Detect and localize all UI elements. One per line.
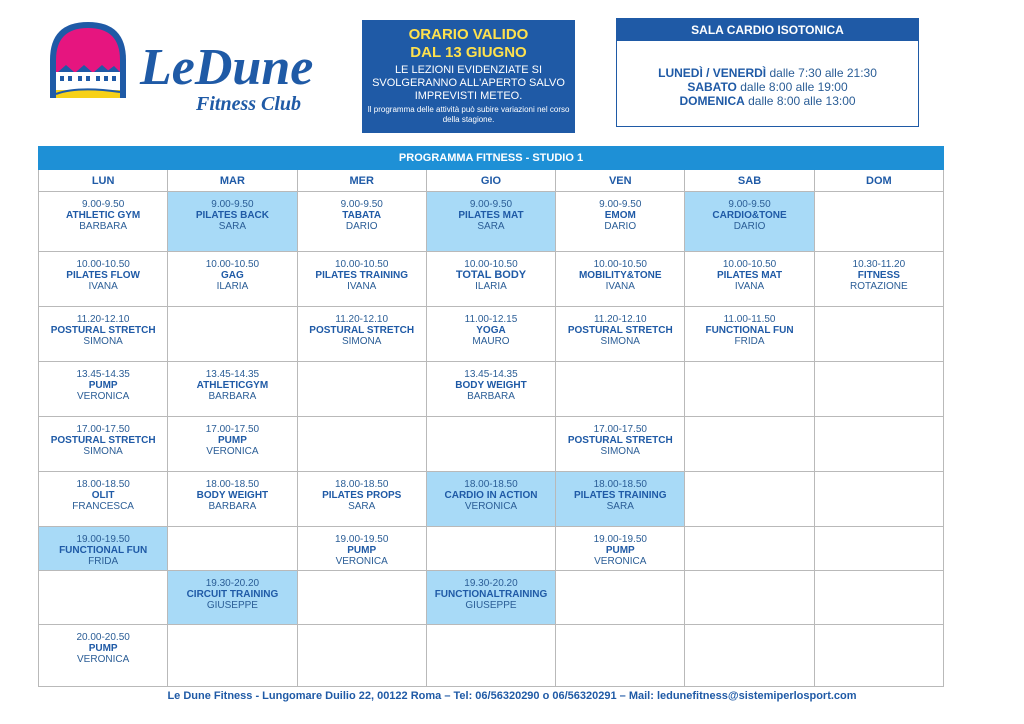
class-instructor: GIUSEPPE [465, 600, 517, 611]
notice-variations-text: Il programma delle attività può subire variazioni nel corso della stagione. [367, 105, 570, 124]
class-activity: POSTURAL STRETCH [567, 325, 673, 336]
class-instructor: IVANA [347, 281, 377, 292]
empty-cell [685, 625, 814, 687]
class-cell [39, 362, 168, 417]
notice-outdoor-text: LE LEZIONI EVIDENZIATE SI SVOLGERANNO ALL'APERTO SALVO IMPREVISTI METEO. [372, 64, 565, 102]
schedule-row [39, 472, 944, 527]
empty-cell [297, 571, 426, 625]
class-cell [168, 571, 297, 625]
class-cell [168, 472, 297, 527]
cardio-hours [617, 66, 918, 108]
class-instructor: VERONICA [335, 556, 388, 567]
class-time: 11.20-12.10 [76, 314, 130, 325]
class-instructor: SARA [606, 501, 634, 512]
class-instructor: DARIO [604, 221, 637, 232]
schedule-table [38, 146, 944, 687]
class-instructor: VERONICA [464, 501, 518, 512]
class-instructor: GIUSEPPE [206, 600, 258, 611]
class-activity: PILATES PROPS [322, 490, 402, 501]
class-cell [685, 252, 814, 307]
class-cell [426, 307, 555, 362]
class-time: 9.00-9.50 [728, 199, 771, 210]
class-time: 19.00-19.50 [76, 534, 130, 545]
class-instructor: BARBARA [208, 391, 257, 402]
class-instructor: FRIDA [734, 336, 765, 347]
class-cell [426, 362, 555, 417]
class-instructor: MAURO [472, 336, 510, 347]
logo-brand-text: LeDune [140, 39, 314, 96]
class-instructor: SIMONA [341, 336, 382, 347]
empty-cell [556, 362, 685, 417]
class-time: 18.00-18.50 [205, 479, 260, 490]
schedule-row [39, 192, 944, 252]
class-cell [426, 571, 555, 625]
class-cell [556, 252, 685, 307]
class-instructor: IVANA [734, 281, 765, 292]
class-activity: PILATES MAT [716, 270, 783, 281]
class-cell [297, 252, 426, 307]
schedule-row [39, 417, 944, 472]
schedule-title: PROGRAMMA FITNESS - STUDIO 1 [39, 147, 944, 170]
class-time: 11.00-11.50 [723, 314, 776, 325]
schedule-row [39, 625, 944, 687]
class-time: 10.00-10.50 [205, 259, 260, 270]
class-activity: ATHLETICGYM [196, 380, 269, 391]
empty-cell [685, 417, 814, 472]
class-instructor: SIMONA [83, 446, 123, 457]
class-time: 9.00-9.50 [82, 199, 125, 210]
day-header: MER [297, 170, 426, 192]
class-time: 17.00-17.50 [205, 424, 260, 435]
class-activity: FITNESS [857, 270, 900, 281]
class-instructor: FRIDA [88, 556, 119, 567]
day-header: VEN [556, 170, 685, 192]
class-time: 9.00-9.50 [599, 199, 642, 210]
logo-subtitle-text: Fitness Club [196, 93, 302, 115]
schedule-row [39, 571, 944, 625]
class-instructor: SARA [477, 221, 505, 232]
class-instructor: SIMONA [600, 336, 640, 347]
class-time: 19.30-20.20 [464, 578, 518, 589]
class-cell [297, 192, 426, 252]
class-instructor: BARBARA [467, 391, 515, 402]
class-activity: CARDIO IN ACTION [444, 490, 538, 501]
schedule-row [39, 307, 944, 362]
schedule-row [39, 362, 944, 417]
class-cell [556, 472, 685, 527]
class-activity: POSTURAL STRETCH [50, 435, 156, 446]
class-activity: CARDIO&TONE [712, 210, 787, 221]
class-cell [39, 192, 168, 252]
empty-cell [556, 571, 685, 625]
class-instructor: SIMONA [83, 336, 123, 347]
class-cell [168, 417, 297, 472]
cardio-title: SALA CARDIO ISOTONICA [617, 19, 918, 41]
class-activity: PUMP [605, 545, 635, 556]
class-cell [297, 527, 426, 571]
class-time: 18.00-18.50 [76, 479, 130, 490]
cardio-row: SABATO dalle 8:00 alle 19:00 [687, 80, 848, 94]
class-instructor: ILARIA [475, 281, 507, 292]
empty-cell [814, 571, 943, 625]
empty-cell [814, 472, 943, 527]
class-instructor: VERONICA [77, 654, 130, 665]
class-cell [39, 472, 168, 527]
class-activity: EMOM [604, 210, 636, 221]
class-cell [39, 307, 168, 362]
class-instructor: SARA [348, 501, 376, 512]
class-cell [39, 252, 168, 307]
class-cell [426, 252, 555, 307]
class-activity: BODY WEIGHT [455, 380, 527, 391]
empty-cell [685, 472, 814, 527]
notice-line2: DAL 13 GIUGNO [410, 44, 527, 61]
class-time: 17.00-17.50 [76, 424, 130, 435]
empty-cell [685, 527, 814, 571]
schedule-row [39, 252, 944, 307]
empty-cell [426, 527, 555, 571]
class-instructor: SARA [218, 221, 247, 232]
day-header: LUN [39, 170, 168, 192]
class-time: 10.00-10.50 [722, 259, 777, 270]
class-activity: PILATES FLOW [66, 270, 140, 281]
class-activity: FUNCTIONAL FUN [705, 325, 794, 336]
empty-cell [814, 625, 943, 687]
empty-cell [685, 571, 814, 625]
class-time: 19.00-19.50 [335, 534, 389, 545]
footer-contact: Le Dune Fitness - Lungomare Duilio 22, 00122 Roma – Tel: 06/56320290 o 06/56320291 – Mail: ledunefitness@sistemiperlosport.com [167, 690, 857, 702]
class-time: 20.00-20.50 [76, 632, 130, 643]
class-activity: TOTAL BODY [455, 269, 527, 281]
class-instructor: ROTAZIONE [850, 281, 908, 292]
class-time: 13.45-14.35 [76, 369, 130, 380]
class-time: 10.00-10.50 [464, 259, 518, 270]
cardio-room-box [616, 18, 919, 127]
cardio-row: DOMENICA dalle 8:00 alle 13:00 [679, 94, 856, 108]
class-instructor: ILARIA [216, 281, 249, 292]
class-time: 10.00-10.50 [335, 259, 389, 270]
empty-cell [814, 417, 943, 472]
day-header: MAR [168, 170, 297, 192]
class-time: 18.00-18.50 [464, 479, 518, 490]
empty-cell [556, 625, 685, 687]
class-time: 11.20-12.10 [335, 314, 389, 325]
class-cell [168, 192, 297, 252]
class-cell [426, 472, 555, 527]
day-header: GIO [426, 170, 555, 192]
class-cell [556, 417, 685, 472]
class-instructor: FRANCESCA [72, 501, 134, 512]
notice-line1: ORARIO VALIDO [408, 26, 529, 43]
class-activity: OLIT [91, 490, 115, 501]
day-header: SAB [685, 170, 814, 192]
schedule-notice [362, 20, 575, 133]
class-activity: TABATA [342, 210, 382, 221]
class-activity: PUMP [88, 643, 118, 654]
class-cell [168, 362, 297, 417]
empty-cell [814, 527, 943, 571]
class-instructor: BARBARA [208, 501, 257, 512]
empty-cell [814, 307, 943, 362]
empty-cell [297, 625, 426, 687]
class-activity: PUMP [347, 545, 377, 556]
class-cell [426, 192, 555, 252]
class-cell [685, 307, 814, 362]
empty-cell [426, 417, 555, 472]
class-activity: PUMP [217, 435, 247, 446]
class-cell [297, 307, 426, 362]
class-activity: ATHLETIC GYM [66, 210, 141, 221]
class-instructor: VERONICA [594, 556, 647, 567]
class-instructor: DARIO [733, 221, 766, 232]
class-activity: BODY WEIGHT [196, 490, 269, 501]
class-cell [168, 252, 297, 307]
empty-cell [297, 362, 426, 417]
class-activity: PUMP [88, 380, 118, 391]
class-cell [685, 192, 814, 252]
empty-cell [685, 362, 814, 417]
logo-graphic [48, 20, 338, 116]
class-cell [814, 252, 943, 307]
class-cell [297, 472, 426, 527]
class-time: 10.30-11.20 [852, 259, 906, 270]
class-instructor: IVANA [88, 281, 118, 292]
class-cell [556, 192, 685, 252]
class-time: 19.30-20.20 [205, 578, 260, 589]
class-activity: FUNCTIONAL FUN [59, 545, 148, 556]
class-instructor: DARIO [345, 221, 378, 232]
class-activity: POSTURAL STRETCH [567, 435, 673, 446]
empty-cell [814, 362, 943, 417]
class-instructor: SIMONA [600, 446, 640, 457]
class-activity: PILATES TRAINING [573, 490, 667, 501]
cardio-row: LUNEDÌ / VENERDÌ dalle 7:30 alle 21:30 [658, 66, 877, 80]
class-time: 19.00-19.50 [593, 534, 647, 545]
class-instructor: BARBARA [79, 221, 128, 232]
class-cell [39, 527, 168, 571]
club-logo [48, 20, 338, 116]
day-header: DOM [814, 170, 943, 192]
class-activity: MOBILITY&TONE [578, 270, 662, 281]
class-time: 11.00-12.15 [464, 314, 518, 325]
class-activity: PILATES TRAINING [315, 270, 408, 281]
class-instructor: VERONICA [77, 391, 130, 402]
class-activity: POSTURAL STRETCH [309, 325, 415, 336]
empty-cell [39, 571, 168, 625]
class-time: 17.00-17.50 [593, 424, 647, 435]
class-activity: PILATES MAT [458, 210, 524, 221]
class-time: 18.00-18.50 [335, 479, 389, 490]
class-instructor: IVANA [605, 281, 635, 292]
class-time: 9.00-9.50 [211, 199, 254, 210]
class-time: 9.00-9.50 [340, 199, 383, 210]
class-time: 10.00-10.50 [593, 259, 647, 270]
empty-cell [814, 192, 943, 252]
class-time: 10.00-10.50 [76, 259, 130, 270]
empty-cell [426, 625, 555, 687]
class-activity: FUNCTIONALTRAINING [434, 589, 548, 600]
class-time: 13.45-14.35 [205, 369, 260, 380]
empty-cell [168, 625, 297, 687]
class-time: 13.45-14.35 [464, 369, 518, 380]
class-instructor: VERONICA [206, 446, 259, 457]
class-time: 11.20-12.10 [593, 314, 647, 325]
empty-cell [168, 527, 297, 571]
class-activity: YOGA [476, 325, 506, 336]
class-time: 18.00-18.50 [593, 479, 647, 490]
class-cell [39, 417, 168, 472]
empty-cell [297, 417, 426, 472]
class-activity: GAG [221, 270, 244, 281]
class-activity: CIRCUIT TRAINING [186, 589, 279, 600]
empty-cell [168, 307, 297, 362]
class-activity: POSTURAL STRETCH [50, 325, 156, 336]
class-activity: PILATES BACK [195, 210, 269, 221]
class-cell [556, 307, 685, 362]
class-cell [39, 625, 168, 687]
class-cell [556, 527, 685, 571]
class-time: 9.00-9.50 [469, 199, 513, 210]
schedule-row [39, 527, 944, 571]
